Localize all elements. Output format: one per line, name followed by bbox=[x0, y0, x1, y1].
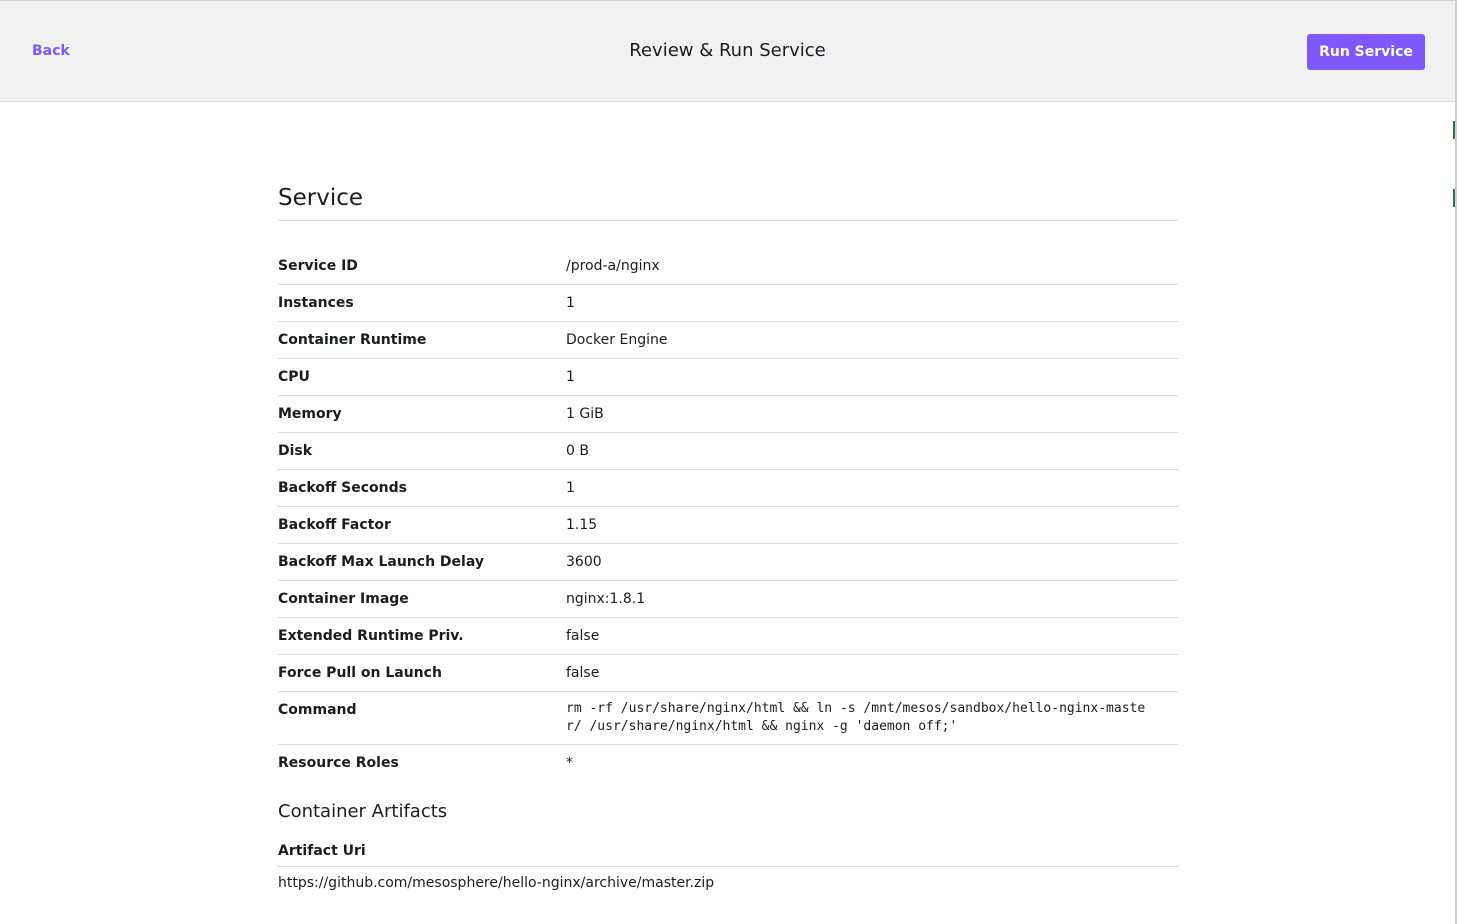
detail-row-backoff-max-launch-delay bbox=[278, 544, 1178, 581]
detail-label: Force Pull on Launch bbox=[278, 665, 442, 681]
detail-value: false bbox=[566, 628, 600, 644]
detail-value: 1 GiB bbox=[566, 406, 604, 422]
detail-row-container-runtime bbox=[278, 322, 1178, 359]
detail-row-service-id bbox=[278, 248, 1178, 285]
detail-row-extended-runtime-priv bbox=[278, 618, 1178, 655]
detail-value: * bbox=[566, 755, 573, 771]
detail-label: Extended Runtime Priv. bbox=[278, 628, 464, 644]
detail-label: Resource Roles bbox=[278, 755, 399, 771]
detail-row-command bbox=[278, 692, 1178, 745]
detail-value: false bbox=[566, 665, 600, 681]
detail-value: 1.15 bbox=[566, 517, 598, 533]
run-service-button[interactable]: Run Service bbox=[1307, 34, 1425, 70]
modal-header bbox=[0, 1, 1455, 102]
detail-row-disk bbox=[278, 433, 1178, 470]
service-section-title: Service bbox=[278, 181, 1178, 221]
detail-row-force-pull bbox=[278, 655, 1178, 692]
detail-row-instances bbox=[278, 285, 1178, 322]
detail-value: 1 bbox=[566, 369, 575, 385]
scroll-indicator bbox=[1453, 189, 1455, 207]
detail-label: Memory bbox=[278, 406, 342, 422]
detail-label: Service ID bbox=[278, 258, 358, 274]
detail-row-container-image bbox=[278, 581, 1178, 618]
detail-value: Docker Engine bbox=[566, 332, 668, 348]
detail-label: Backoff Seconds bbox=[278, 480, 408, 496]
service-details-table bbox=[278, 248, 1178, 781]
back-link[interactable]: Back bbox=[32, 43, 70, 59]
detail-row-backoff-seconds bbox=[278, 470, 1178, 507]
detail-value: nginx:1.8.1 bbox=[566, 591, 646, 607]
detail-label: Container Runtime bbox=[278, 332, 427, 348]
detail-row-resource-roles bbox=[278, 745, 1178, 781]
detail-label: Instances bbox=[278, 295, 354, 311]
artifact-uri-header: Artifact Uri bbox=[278, 841, 1178, 867]
command-value: rm -rf /usr/share/nginx/html && ln -s /mnt/mesos/sandbox/hello-nginx-master/ /usr/share/nginx/html && nginx -g 'daemon off;' bbox=[566, 701, 1146, 734]
detail-row-memory bbox=[278, 396, 1178, 433]
artifact-uri-value: https://github.com/mesosphere/hello-nginx/archive/master.zip bbox=[278, 875, 715, 891]
scroll-indicator bbox=[1453, 121, 1455, 139]
detail-value: 0 B bbox=[566, 443, 589, 459]
detail-value: 1 bbox=[566, 480, 575, 496]
detail-label: Disk bbox=[278, 443, 313, 459]
review-content bbox=[278, 181, 1178, 893]
detail-label: Command bbox=[278, 702, 357, 718]
detail-row-backoff-factor bbox=[278, 507, 1178, 544]
detail-label: Backoff Max Launch Delay bbox=[278, 554, 484, 570]
container-artifacts-title: Container Artifacts bbox=[278, 801, 448, 822]
detail-value: /prod-a/nginx bbox=[566, 258, 660, 274]
detail-label: CPU bbox=[278, 369, 310, 385]
detail-value: 1 bbox=[566, 295, 575, 311]
detail-label: Backoff Factor bbox=[278, 517, 391, 533]
detail-label: Container Image bbox=[278, 591, 409, 607]
detail-row-cpu bbox=[278, 359, 1178, 396]
detail-value: 3600 bbox=[566, 554, 602, 570]
page-title: Review & Run Service bbox=[629, 40, 826, 61]
